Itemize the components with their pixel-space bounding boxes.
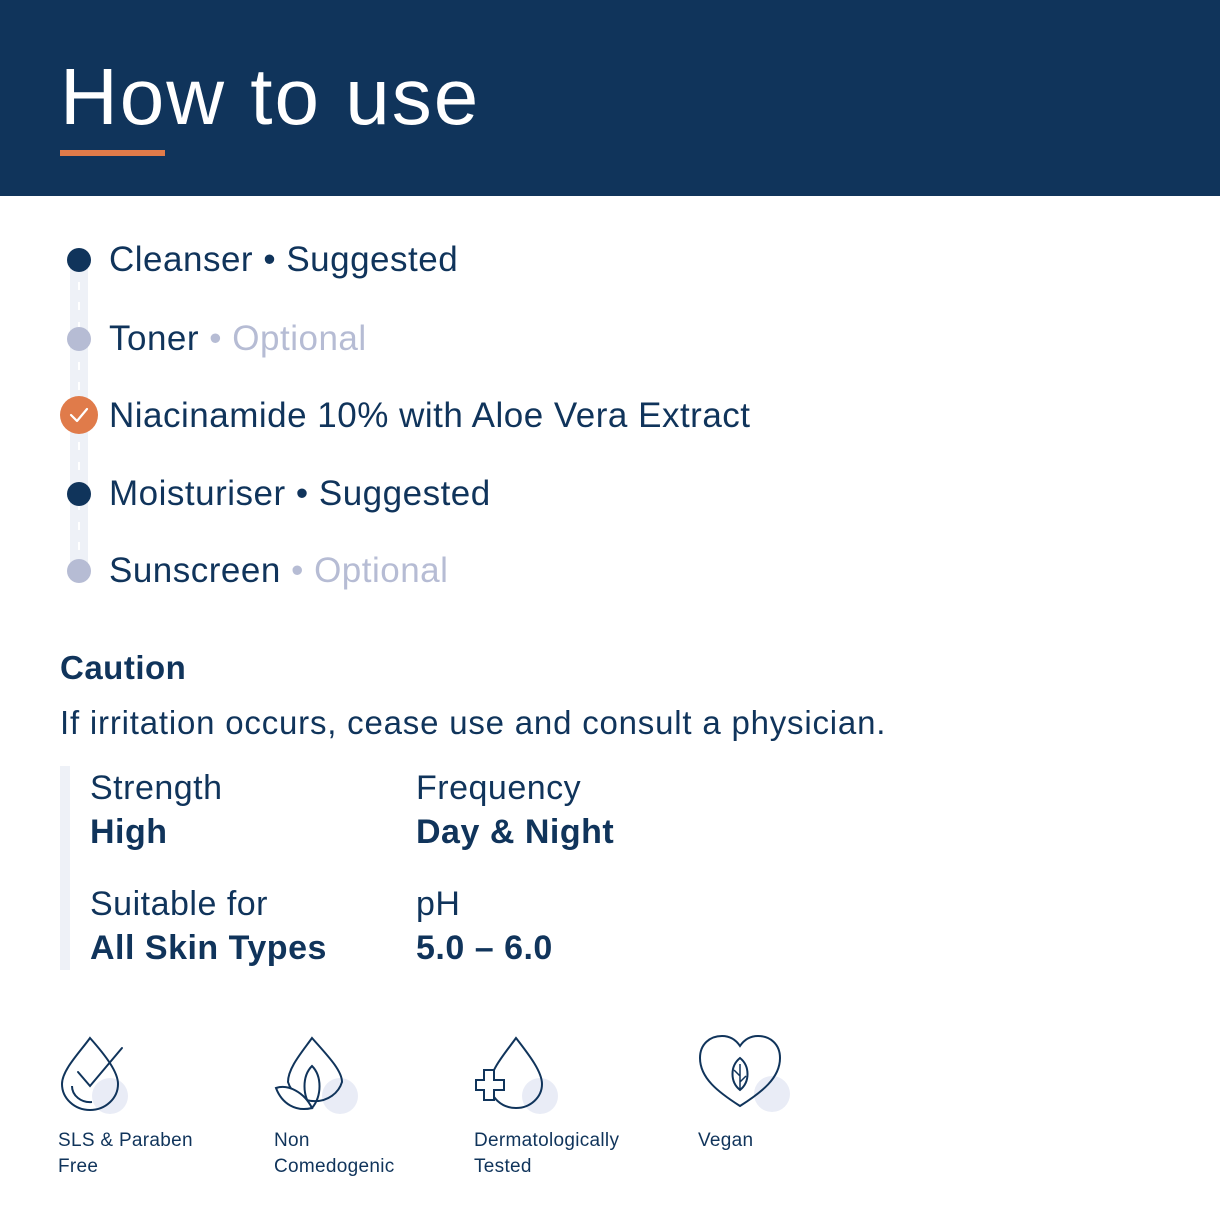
spec-label: Frequency xyxy=(416,769,582,807)
badge-label: SLS & Paraben Free xyxy=(58,1130,193,1177)
caution-heading: Caution xyxy=(60,649,187,686)
step-name: Sunscreen xyxy=(109,551,281,590)
badge-label: Dermatologically Tested xyxy=(474,1130,620,1177)
spec-label: Suitable for xyxy=(90,885,268,923)
spec-suitable-for xyxy=(90,884,327,968)
badge-dermatologically-tested xyxy=(474,1034,674,1180)
spec-frequency xyxy=(416,768,614,852)
step-name: Niacinamide 10% with Aloe Vera Extract xyxy=(109,396,751,435)
badge-label: Non Comedogenic xyxy=(274,1130,395,1177)
badge-label: Vegan xyxy=(698,1130,754,1151)
step-separator: • xyxy=(295,474,309,513)
step-tag: Optional xyxy=(314,551,449,590)
badge-non-comedogenic xyxy=(274,1034,474,1180)
step-tag: Optional xyxy=(232,319,367,358)
badge-vegan xyxy=(698,1034,898,1154)
step-cleanser xyxy=(60,240,1060,280)
spec-label: Strength xyxy=(90,769,223,807)
spec-value: All Skin Types xyxy=(90,929,327,967)
step-label xyxy=(109,240,458,280)
step-label xyxy=(109,396,751,436)
spec-strength xyxy=(90,768,223,852)
spec-label: pH xyxy=(416,885,461,923)
step-dot-optional xyxy=(67,327,91,351)
spec-value: Day & Night xyxy=(416,813,615,851)
step-name: Toner xyxy=(109,319,200,358)
drop-leaf-icon xyxy=(274,1034,364,1114)
step-toner xyxy=(60,319,1060,359)
step-dot-optional xyxy=(67,559,91,583)
step-label xyxy=(109,551,448,591)
step-dot-suggested xyxy=(67,248,91,272)
step-dot-suggested xyxy=(67,482,91,506)
step-separator: • xyxy=(263,240,277,279)
step-separator: • xyxy=(209,319,223,358)
title-underline xyxy=(60,150,165,156)
page-title: How to use xyxy=(60,52,481,141)
drop-cross-icon xyxy=(474,1034,564,1114)
caution-text: If irritation occurs, cease use and consult a physician. xyxy=(60,704,887,741)
specs-accent-bar xyxy=(60,766,70,970)
header-banner xyxy=(0,0,1220,196)
drop-check-icon xyxy=(58,1034,138,1114)
step-tag: Suggested xyxy=(286,240,459,279)
step-name: Cleanser xyxy=(109,240,254,279)
spec-ph xyxy=(416,884,553,968)
badge-sls-paraben-free xyxy=(58,1034,258,1180)
step-name: Moisturiser xyxy=(109,474,286,513)
step-sunscreen xyxy=(60,551,1060,591)
step-current-dot xyxy=(60,396,98,434)
spec-value: High xyxy=(90,813,168,851)
step-moisturiser xyxy=(60,474,1060,514)
step-separator: • xyxy=(291,551,304,590)
spec-value: 5.0 – 6.0 xyxy=(416,929,553,967)
step-label xyxy=(109,474,491,514)
step-current-product xyxy=(60,396,1060,436)
heart-leaf-icon xyxy=(698,1034,794,1114)
checkmark-icon xyxy=(69,406,89,424)
step-label xyxy=(109,319,367,359)
step-tag: Suggested xyxy=(318,474,491,513)
